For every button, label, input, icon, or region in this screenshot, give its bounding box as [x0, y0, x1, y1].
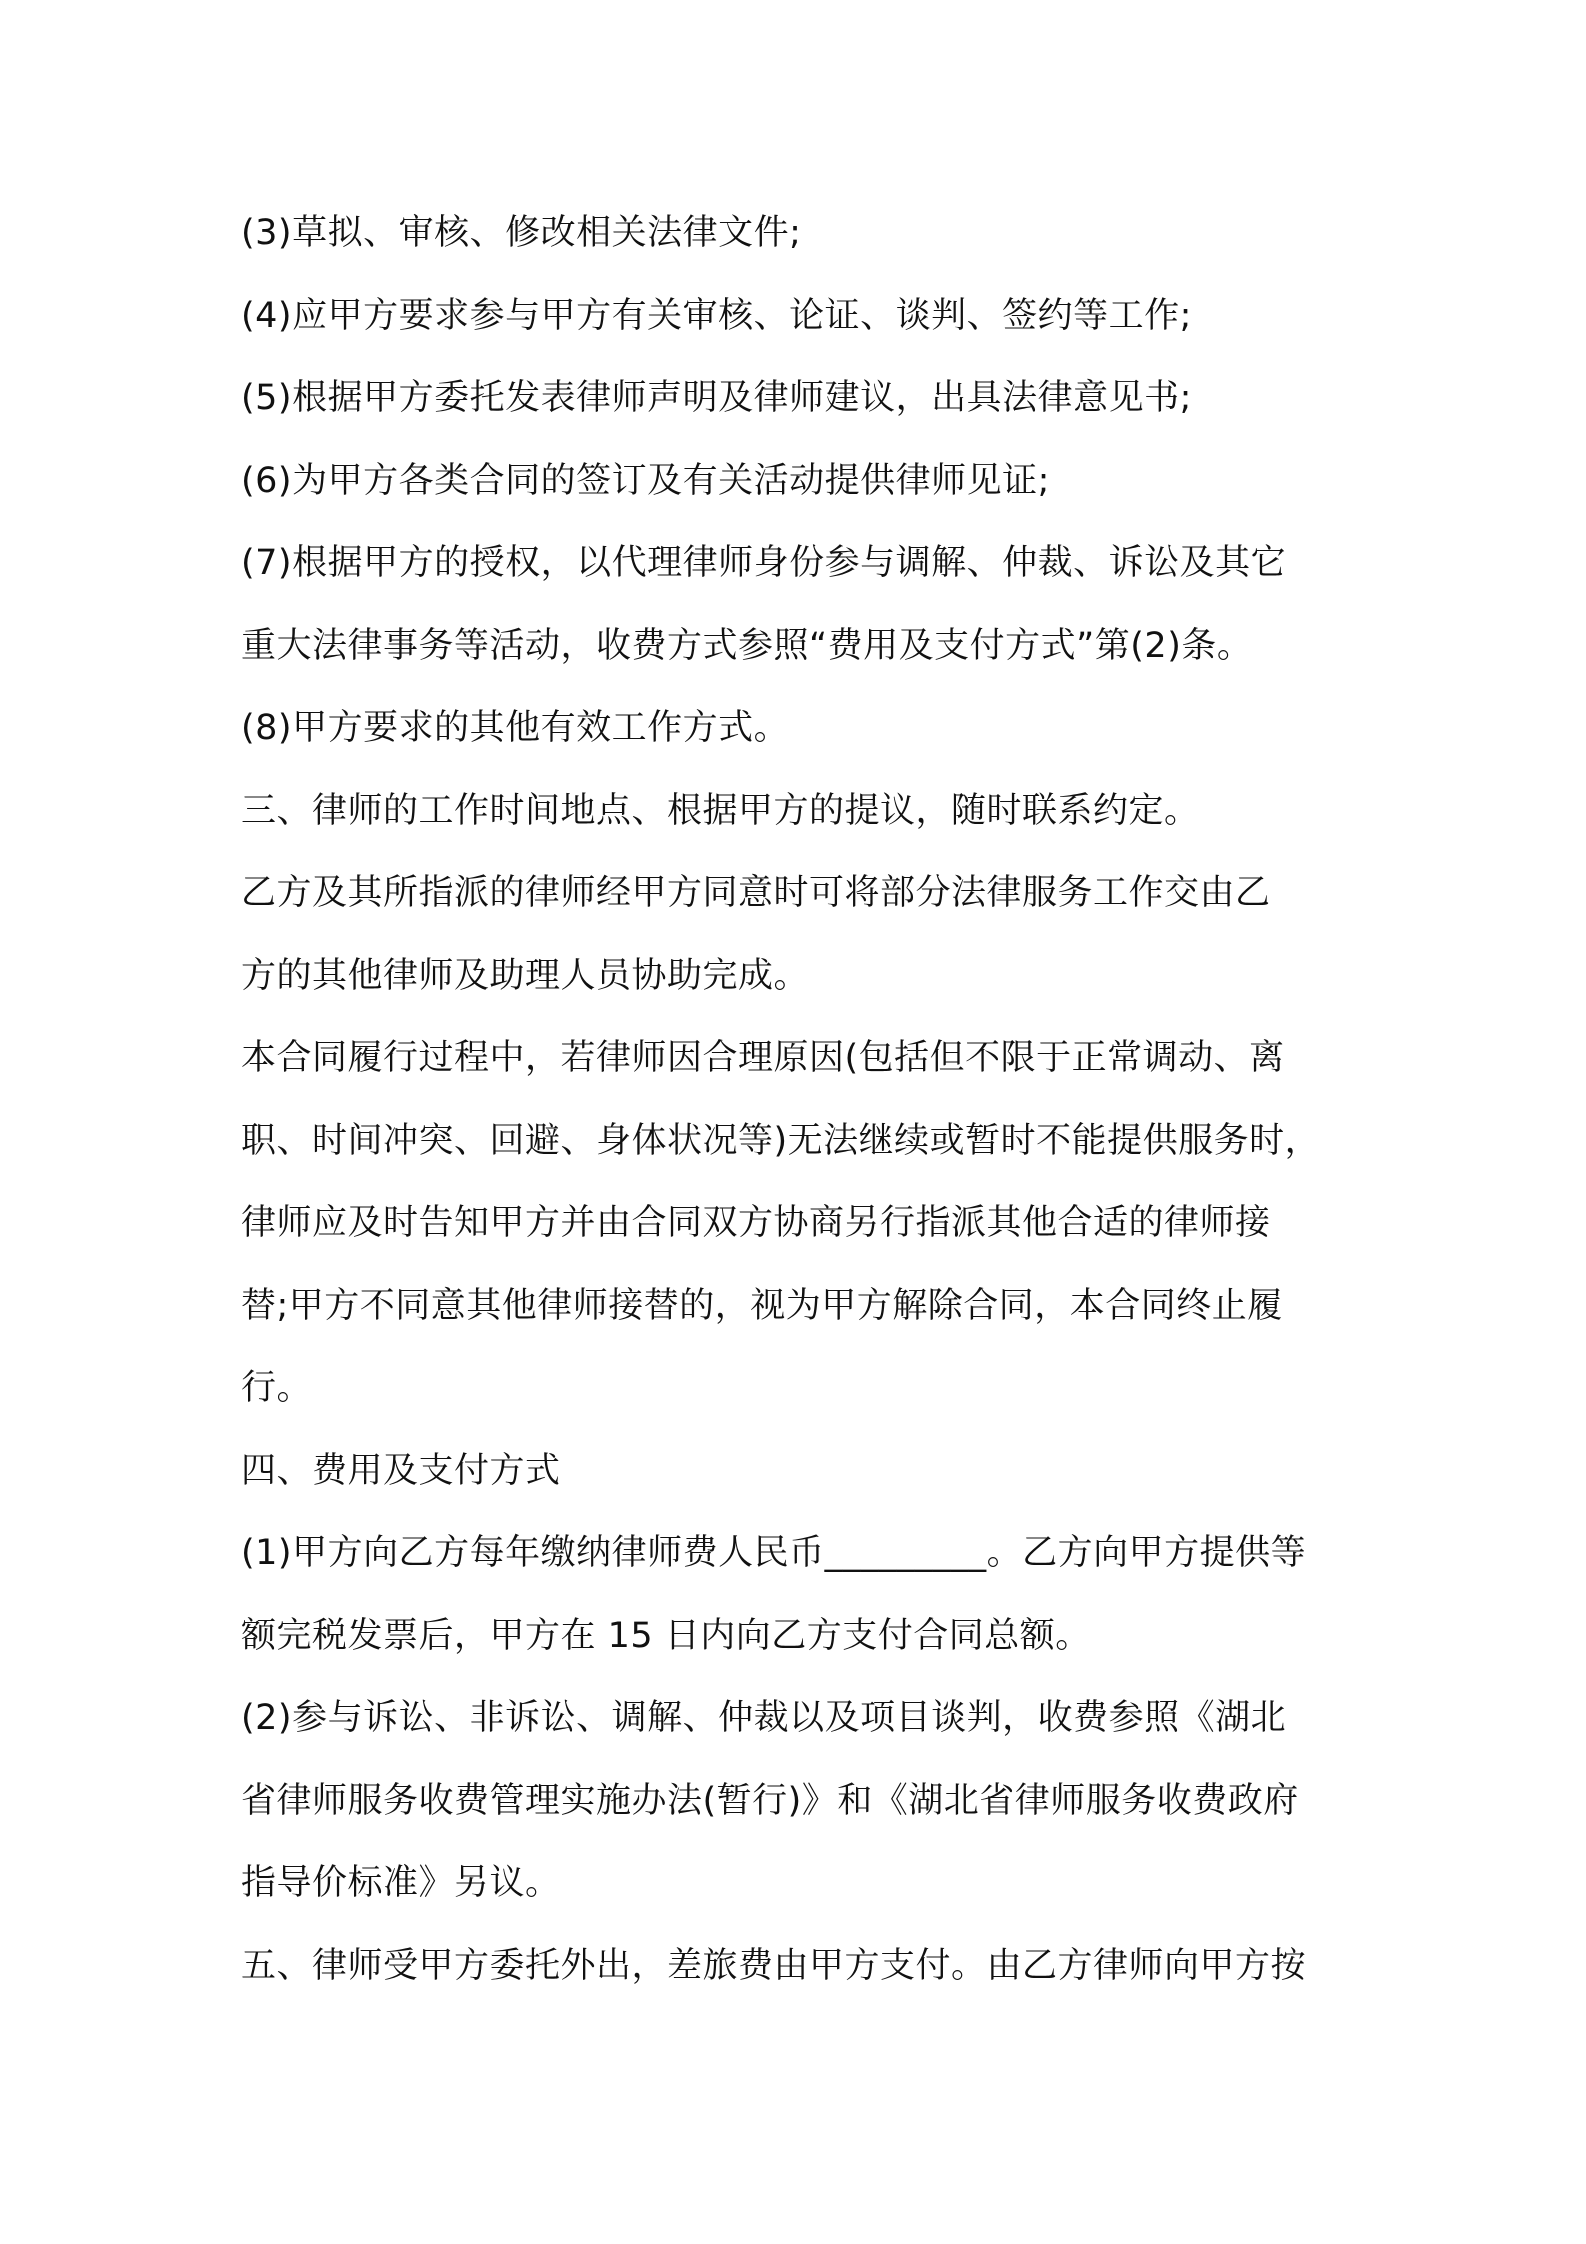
- clause-3-draft-documents: (3)草拟、审核、修改相关法律文件;: [241, 213, 802, 253]
- fee-clause-1-line-2: 额完税发票后，甲方在 15 日内向乙方支付合同总额。: [241, 1615, 1091, 1656]
- replacement-line-3: 律师应及时告知甲方并由合同双方协商另行指派其他合适的律师接: [241, 1203, 1271, 1243]
- fee-clause-1-line-1: (1)甲方向乙方每年缴纳律师费人民币_________。乙方向甲方提供等: [241, 1533, 1307, 1573]
- clause-4-participate-negotiation: (4)应甲方要求参与甲方有关审核、论证、谈判、签约等工作;: [241, 295, 1192, 336]
- clause-6-witness: (6)为甲方各类合同的签订及有关活动提供律师见证;: [241, 460, 1050, 501]
- clause-8-other-methods: (8)甲方要求的其他有效工作方式。: [241, 708, 790, 748]
- replacement-line-4: 替;甲方不同意其他律师接替的，视为甲方解除合同，本合同终止履: [241, 1285, 1283, 1326]
- section-3-heading: 三、律师的工作时间地点、根据甲方的提议，随时联系约定。: [241, 790, 1200, 831]
- fee-clause-2-line-3: 指导价标准》另议。: [241, 1863, 561, 1903]
- section-5-heading: 五、律师受甲方委托外出，差旅费由甲方支付。由乙方律师向甲方按: [241, 1945, 1307, 1986]
- fee-clause-2-line-2: 省律师服务收费管理实施办法(暂行)》和《湖北省律师服务收费政府: [241, 1780, 1299, 1821]
- section-4-heading: 四、费用及支付方式: [241, 1450, 561, 1491]
- fee-clause-2-line-1: (2)参与诉讼、非诉讼、调解、仲裁以及项目谈判，收费参照《湖北: [241, 1698, 1287, 1738]
- replacement-line-5: 行。: [241, 1368, 313, 1408]
- replacement-line-2: 职、时间冲突、回避、身体状况等)无法继续或暂时不能提供服务时，: [241, 1120, 1321, 1161]
- contract-body: [241, 192, 1361, 2007]
- delegation-line-1: 乙方及其所指派的律师经甲方同意时可将部分法律服务工作交由乙: [241, 873, 1271, 913]
- clause-7-line-2: 重大法律事务等活动，收费方式参照“费用及支付方式”第(2)条。: [241, 625, 1253, 666]
- replacement-line-1: 本合同履行过程中，若律师因合理原因(包括但不限于正常调动、离: [241, 1038, 1285, 1078]
- clause-5-legal-opinion: (5)根据甲方委托发表律师声明及律师建议，出具法律意见书;: [241, 378, 1192, 418]
- clause-7-line-1: (7)根据甲方的授权，以代理律师身份参与调解、仲裁、诉讼及其它: [241, 543, 1287, 583]
- delegation-line-2: 方的其他律师及助理人员协助完成。: [241, 955, 810, 996]
